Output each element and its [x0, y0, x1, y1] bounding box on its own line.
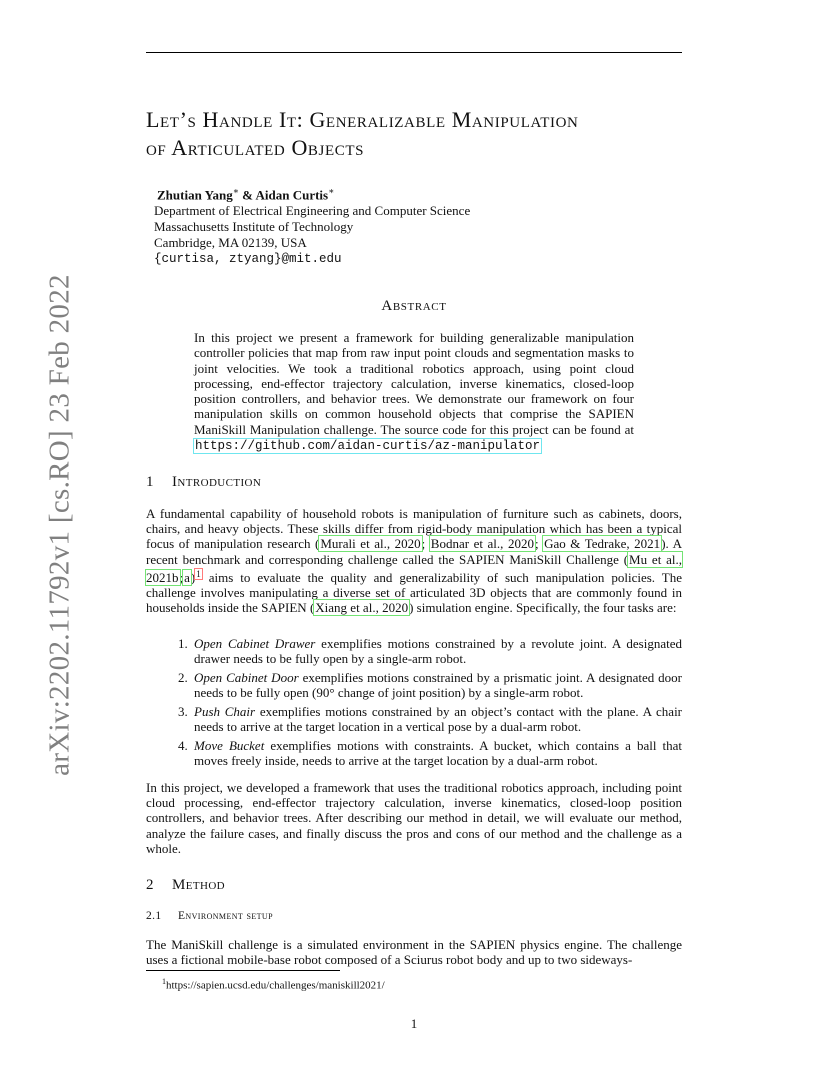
list-index: 3. — [178, 703, 188, 719]
author-emails: {curtisa, ztyang}@mit.edu — [154, 252, 342, 267]
task-item — [178, 636, 682, 666]
section-title: Method — [172, 877, 226, 893]
text-run: ) simulation engine. Specifically, the four tasks are: — [409, 600, 677, 616]
abstract-heading: Abstract — [381, 298, 447, 314]
footnote-mark: 1 — [162, 977, 166, 986]
intro-paragraph-2: In this project, we developed a framework that uses the traditional robotics approach, including point cloud processing, end-effector trajectory calculation, inverse kinematics, closed-loop position controllers, and behavior trees. After describing our method in detail, we will evaluate our method, analyze the failure cases, and finally discuss the pros and cons of our method and the challenge as a whole. — [146, 780, 682, 856]
text-run: ). A recent benchmark and corresponding challenge called the SAPIEN ManiSkill Challenge ( — [146, 536, 682, 567]
citation-link[interactable]: Mu et al., 2021b — [146, 551, 682, 585]
text-run: ) — [190, 569, 196, 585]
task-name: Open Cabinet Door — [194, 669, 299, 685]
footnote-link[interactable]: https://sapien.ucsd.edu/challenges/maniskill2021/ — [166, 979, 385, 992]
author-institution: Massachusetts Institute of Technology — [154, 219, 354, 235]
list-index: 2. — [178, 669, 188, 685]
intro-paragraph-1 — [146, 506, 682, 615]
author-names — [154, 183, 470, 203]
source-code-link[interactable]: https://github.com/aidan-curtis/az-manipulator — [195, 439, 541, 454]
task-description: exemplifies motions with constraints. A bucket, which contains a ball that moves freely inside, needs to arrive at the target location by a dual-arm robot. — [194, 737, 683, 768]
subsection-number: 2.1 — [146, 910, 162, 922]
abstract-body: In this project we present a framework for building generalizable manipulation controller policies that map from raw input point clouds and segmentation masks to joint velocities. We took a traditional robotics approach, using point cloud processing, end-effector trajectory calculation, inverse kinematics, closed-loop position controllers, and behavior trees. We demonstrate our framework on four manipulation skills on common household objects that comprise the SAPIEN ManiSkill Manipulation challenge. The source code for this project can be found at — [194, 330, 634, 437]
text-run: ; — [421, 536, 430, 552]
footnote-rule — [146, 970, 340, 971]
author-separator: & — [238, 187, 256, 203]
section-heading-introduction — [146, 474, 261, 491]
task-list — [178, 636, 682, 772]
task-name: Push Chair — [194, 703, 256, 719]
subsection-title: Environment setup — [178, 910, 273, 922]
author-name: Aidan Curtis — [255, 187, 329, 203]
citation-link[interactable]: Xiang et al., 2020 — [315, 600, 409, 616]
citation-link[interactable]: Murali et al., 2020 — [320, 536, 421, 552]
text-run: ; — [534, 536, 544, 552]
paper-title — [146, 106, 706, 162]
task-description: exemplifies motions constrained by a revolute joint. A designated drawer needs to be fully open by a single-arm robot. — [194, 636, 682, 667]
page-number: 1 — [410, 1016, 418, 1031]
title-line-2: of Articulated Objects — [146, 135, 365, 160]
task-item — [178, 738, 682, 768]
text-run: aims to evaluate the quality and generalizability of such manipulation policies. The challenge involves manipulating a diverse set of articulated 3D objects that are commonly found in households inside the SAPIEN ( — [146, 569, 682, 616]
citation-link[interactable]: a — [184, 569, 190, 585]
footnote-reference[interactable]: 1 — [196, 568, 201, 579]
citation-link[interactable]: Bodnar et al., 2020 — [430, 536, 534, 552]
equal-contribution-mark: ∗ — [328, 186, 335, 196]
section-number: 2 — [146, 877, 154, 893]
list-index: 1. — [178, 636, 188, 651]
list-index: 4. — [178, 737, 188, 753]
title-line-1: Let’s Handle It: Generalizable Manipulation — [146, 107, 579, 132]
subsection-heading-environment-setup — [146, 910, 273, 922]
citation-link[interactable]: Gao & Tedrake, 2021 — [544, 536, 661, 552]
author-department: Department of Electrical Engineering and Computer Science — [154, 203, 471, 219]
text-run: A fundamental capability of household robots is manipulation of furniture such as cabinets, doors, chairs, and heavy objects. These skills differ from rigid-body manipulation which has been a typical focus of manipulation research ( — [146, 506, 682, 552]
task-name: Open Cabinet Drawer — [194, 636, 316, 651]
header-rule — [146, 52, 682, 53]
footnote — [162, 977, 385, 992]
section-title: Introduction — [172, 474, 262, 490]
author-name: Zhutian Yang — [157, 187, 233, 203]
equal-contribution-mark: ∗ — [232, 186, 239, 196]
abstract-text — [194, 330, 634, 454]
author-block — [154, 183, 470, 267]
task-item — [178, 670, 682, 700]
arxiv-identifier: arXiv:2202.11792v1 [cs.RO] 23 Feb 2022 — [43, 274, 76, 776]
task-name: Move Bucket — [194, 737, 265, 753]
author-address: Cambridge, MA 02139, USA — [154, 235, 307, 251]
task-item — [178, 704, 682, 734]
text-run: ; — [179, 569, 184, 585]
task-description: exemplifies motions constrained by an object’s contact with the plane. A chair needs to arrive at the target location in a vertical pose by a dual-arm robot. — [194, 703, 683, 735]
section-number: 1 — [146, 474, 154, 490]
task-description: exemplifies motions constrained by a prismatic joint. A designated door needs to be fully open (90° change of joint position) by a single-arm robot. — [194, 669, 682, 701]
method-paragraph-1: The ManiSkill challenge is a simulated environment in the SAPIEN physics engine. The challenge uses a fictional mobile-base robot composed of a Sciurus robot body and up to two sideways- — [146, 937, 682, 968]
section-heading-method — [146, 877, 225, 894]
